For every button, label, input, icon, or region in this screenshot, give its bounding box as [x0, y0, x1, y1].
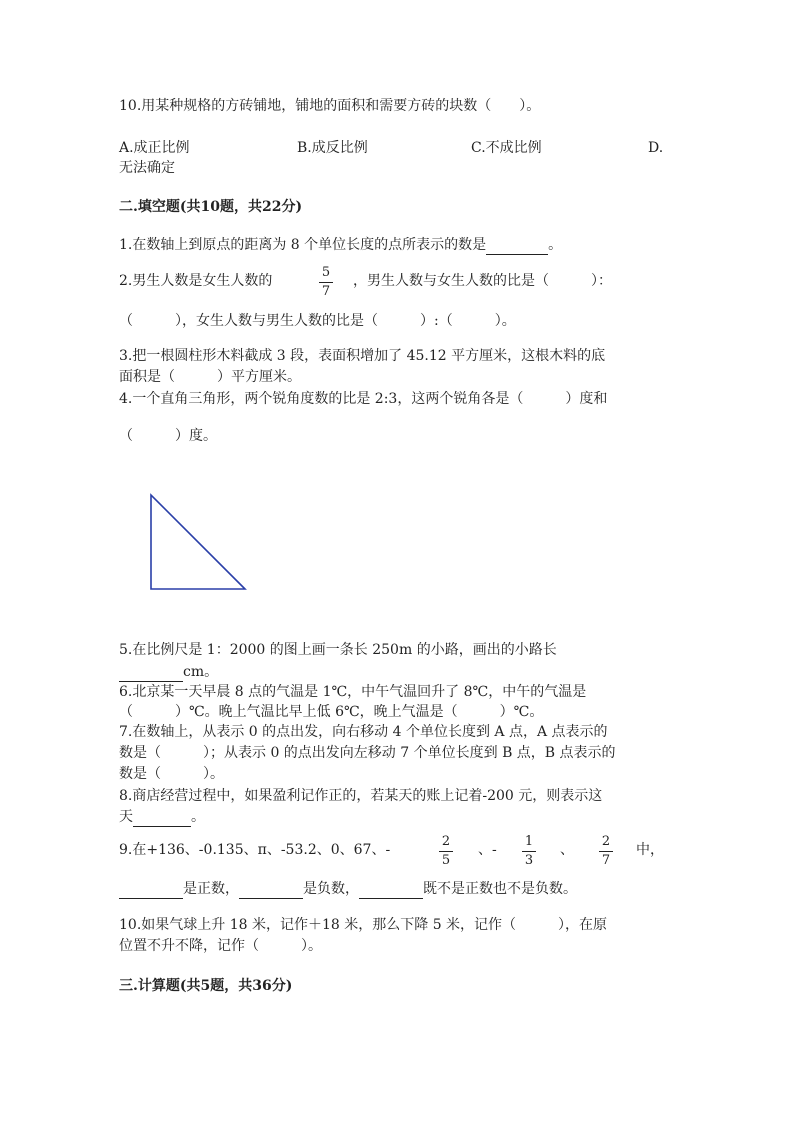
- question-10-line2: 位置不升不降，记作（ ）。: [119, 938, 322, 954]
- answer-blank: [133, 808, 191, 827]
- question-4-line2: （ ）度。: [119, 428, 217, 444]
- question-8-line1: 8.商店经营过程中，如果盈利记作正的，若某天的账上记着-200 元，则表示这: [119, 788, 603, 804]
- question-2-line2: （ ），女生人数与男生人数的比是（ ）:（ ）。: [119, 313, 516, 329]
- fraction-numerator: 2: [601, 834, 611, 849]
- fraction-numerator: 2: [441, 834, 451, 849]
- question-1-text: 1.在数轴上到原点的距离为 8 个单位长度的点所表示的数是: [119, 237, 487, 253]
- fraction-2-5: [439, 834, 453, 869]
- question-9-post: 中，: [636, 842, 664, 858]
- q10-option-d: D.: [648, 140, 664, 156]
- triangle-shape: [151, 495, 245, 589]
- fraction-numerator: 5: [321, 265, 331, 280]
- question-3-line1: 3.把一根圆柱形木料截成 3 段，表面积增加了 45.12 平方厘米，这根木料的底: [119, 348, 606, 364]
- q10-option-d-text: 无法确定: [119, 160, 175, 176]
- question-7-line2: 数是（ ）；从表示 0 的点出发向左移动 7 个单位长度到 B 点，B 点表示的: [119, 745, 616, 761]
- question-2-post: ，男生人数与女生人数的比是（ ）：: [353, 273, 612, 289]
- fraction-denominator: 7: [601, 853, 611, 868]
- question-8-day: 天: [119, 809, 133, 825]
- fraction-denominator: 7: [321, 284, 331, 299]
- fraction-bar: [439, 851, 453, 852]
- question-5-unit: cm。: [183, 664, 219, 680]
- answer-blank: [239, 880, 303, 899]
- fraction-2-7: [599, 834, 613, 869]
- question-4-line1: 4.一个直角三角形，两个锐角度数的比是 2:3，这两个锐角各是（ ）度和: [119, 391, 608, 407]
- question-9-negative: 是负数，: [303, 881, 359, 897]
- question-9-pre: 9.在+136、-0.135、π、-53.2、0、67、-: [119, 842, 391, 858]
- fraction-bar: [599, 851, 613, 852]
- answer-blank: [359, 880, 423, 899]
- question-10-line1: 10.如果气球上升 18 米，记作＋18 米，那么下降 5 米，记作（ ），在原: [119, 917, 608, 933]
- question-9-neither: 既不是正数也不是负数。: [423, 881, 577, 897]
- question-9-sep2: 、: [560, 842, 574, 858]
- answer-blank: [119, 663, 183, 682]
- question-2-pre: 2.男生人数是女生人数的: [119, 273, 273, 289]
- q10-option-c: C.不成比例: [471, 140, 542, 156]
- section-title: 二.填空题(共10题，共22分): [119, 199, 303, 215]
- fraction-bar: [522, 851, 536, 852]
- question-8-line2: [119, 808, 205, 827]
- question-7-line3: 数是（ ）。: [119, 766, 224, 782]
- right-triangle-figure: [140, 485, 260, 597]
- question-9-positive: 是正数，: [183, 881, 239, 897]
- fraction-1-3: [522, 834, 536, 869]
- q10-option-a: A.成正比例: [119, 140, 190, 156]
- question-9-line2: [119, 880, 577, 899]
- question-7-line1: 7.在数轴上，从表示 0 的点出发，向右移动 4 个单位长度到 A 点，A 点表示的: [119, 724, 608, 740]
- fraction-5-7: [319, 265, 333, 300]
- fraction-denominator: 5: [441, 853, 451, 868]
- question-5-line2: [119, 663, 218, 682]
- question-9-sep1: 、-: [478, 842, 497, 858]
- section-title: 三.计算题(共5题，共36分): [119, 978, 293, 994]
- question-3-line2: 面积是（ ）平方厘米。: [119, 369, 301, 385]
- q10-stem: 10.用某种规格的方砖铺地，铺地的面积和需要方砖的块数（ ）。: [119, 98, 541, 114]
- question-8-end: 。: [191, 809, 205, 825]
- question-1: [119, 236, 562, 255]
- q10-option-b: B.成反比例: [297, 140, 368, 156]
- fraction-denominator: 3: [524, 853, 534, 868]
- question-1-end: 。: [548, 237, 563, 253]
- question-5-line1: 5.在比例尺是 1：2000 的图上画一条长 250m 的小路，画出的小路长: [119, 642, 557, 658]
- question-6-line2: （ ）℃。晚上气温比早上低 6℃，晚上气温是（ ）℃。: [119, 704, 544, 720]
- question-6-line1: 6.北京某一天早晨 8 点的气温是 1℃，中午气温回升了 8℃，中午的气温是: [119, 684, 587, 700]
- fraction-numerator: 1: [524, 834, 534, 849]
- fraction-bar: [319, 282, 333, 283]
- answer-blank: [486, 236, 548, 255]
- answer-blank: [119, 880, 183, 899]
